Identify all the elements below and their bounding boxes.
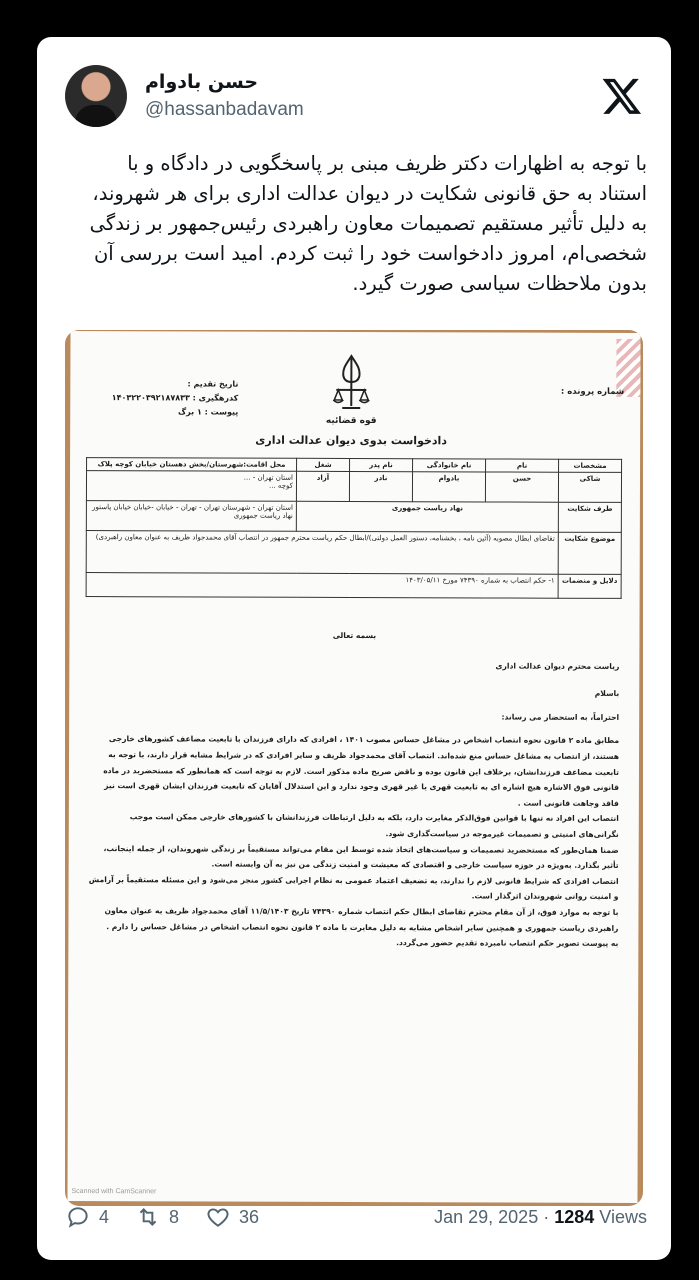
table-header: مشخصات [559, 459, 622, 472]
paragraph: مطابق ماده ۲ قانون نحوه انتصاب اشخاص در مشاغل حساس مصوب ۱۴۰۱ ، افرادی که دارای فرزندان با تابعیت مضاعف کشورهای خارجی هستند، از انتصاب به مشاغل حساس منع شده‌اند. انتصاب آقای محمدجواد ظریف و سایر افرادی که در شرایط مشابه قرار دارند، با توجه به تابعیت مضاعف فرزندانشان، برخلاف این قانون بوده و ناقض صریح ماده مذکور است. لازم به توجه است که همانطور که مستحضرید در ماده قانونی فوق الاشاره هیچ اشاره ای به تابعیت قهری یا غیر قهری وجود ندارد و این استدلال آقایان که تابعیت فرزندان ایشان قهری است نیز فاقد وجاهت قانونی است . [103, 734, 620, 808]
table-cell: آزاد [296, 471, 349, 501]
retweet-icon [135, 1204, 161, 1230]
table-header: شغل [297, 458, 350, 471]
defendant-name: نهاد ریاست جمهوری [296, 501, 558, 532]
table-header: نام [486, 459, 559, 472]
paragraph: با توجه به موارد فوق، از آن مقام محترم تقاضای ابطال حکم انتصاب شماره ۷۴۳۹۰ تاریخ ۱۱/۵/۱۴۰۳ آقای محمدجواد ظریف به عنوان معاون راهبردی ریاست جمهوری و همچنین سایر اشخاص مشابه به دلیل مغایرت با ماده ۲ قانون نحوه انتصاب اشخاص در مشاغل حساس را دارم . [104, 906, 619, 933]
table-header: نام پدر [350, 458, 413, 471]
reply-icon [65, 1204, 91, 1230]
scanner-watermark: Scanned with CamScanner [71, 1188, 157, 1196]
like-count: 36 [239, 1206, 260, 1227]
submit-date-label: تاریخ تقدیم : [187, 379, 239, 389]
subject-text: تقاضای ابطال مصوبه (آئین نامه ، بخشنامه، دستور العمل دولتی)/ابطال حکم ریاست محترم جمهور در انتصاب آقای محمدجواد ظریف به عنوان معاون راهبردی) [86, 531, 558, 575]
reply-count: 4 [99, 1206, 110, 1227]
views-label: Views [599, 1206, 647, 1227]
table-cell: حسن [485, 472, 558, 502]
evidence-text: ۱- حکم انتصاب به شماره ۷۴۳۹۰ مورخ ۱۴۰۳/۰۵/۱۱ [86, 573, 558, 599]
avatar[interactable] [65, 65, 127, 127]
salutation: ریاست محترم دیوان عدالت اداری [495, 661, 620, 671]
paragraph: به پیوست تصویر حکم انتصاب نامبرده تقدیم حضور می‌گردد. [396, 938, 619, 949]
x-logo-icon[interactable] [601, 75, 643, 117]
views-count: 1284 [554, 1206, 595, 1227]
reply-button[interactable] [65, 1204, 109, 1230]
heart-icon [205, 1204, 231, 1230]
greeting: باسلام [594, 689, 620, 699]
defendant-label: طرف شکایت [558, 502, 621, 532]
tweet-media-image[interactable] [65, 330, 643, 1206]
petition-body [88, 627, 619, 952]
evidence-label: دلایل و منضمات [558, 574, 621, 598]
separator-dot: · [543, 1206, 550, 1227]
table-cell: نادر [349, 471, 412, 501]
tweet-text: با توجه به اظهارات دکتر ظریف مبنی بر پاسخگویی در دادگاه و با استناد به حق قانونی شکایت در دیوان عدالت اداری برای هر شهروند، به دلیل تأثیر مستقیم تصمیمات معاون راهبردی رئیس‌جمهور بر زندگی شخصی‌ام، امروز دادخواست خود را ثبت کردم. امید است بررسی آن بدون ملاحظات سیاسی صورت گیرد. [89, 152, 647, 295]
like-button[interactable] [205, 1204, 259, 1230]
defendant-address: استان تهران - شهرستان تهران - تهران - خیابان -خیابان خیابان پاستور نهاد ریاست جمهوری [86, 501, 296, 532]
plaintiff-label: شاکی [558, 472, 621, 502]
tweet-timestamp[interactable] [434, 1207, 647, 1228]
retweet-count: 8 [169, 1206, 180, 1227]
petition-table [86, 457, 622, 599]
file-number-label: شماره پرونده : [560, 386, 625, 397]
submission-meta [88, 377, 238, 420]
tweet-actions [65, 1199, 647, 1235]
iran-emblem-icon [328, 352, 374, 412]
judiciary-heading: قوه قضائیه [325, 415, 377, 427]
table-header: محل اقامت:شهرستان/بخش دهستان خیابان کوچه پلاک [87, 458, 297, 472]
table-cell: استان تهران - ... کوچه ... [86, 471, 296, 502]
user-handle[interactable]: @hassanbadavam [145, 99, 304, 120]
respect-line: احتراماً، به استحضار می رساند: [501, 712, 620, 722]
attachment-count: پیوست : ۱ برگ [177, 407, 239, 417]
document-title: دادخواست بدوی دیوان عدالت اداری [255, 433, 448, 448]
tracking-code: کدرهگیری : ۱۴۰۳۲۲۰۳۹۲۱۸۷۸۳۳ [111, 393, 239, 403]
document-page [67, 331, 640, 1203]
paragraph: انتصاب افرادی که شرایط قانونی لازم را ندارند، به تضعیف اعتماد عمومی به نظام اجرایی کشور منجر می‌شود و این مسئله مستقیماً بر آرامش و امنیت روانی شهروندان اثرگذار است. [88, 874, 619, 902]
paragraph: انتصاب این افراد نه تنها با قوانین فوق‌الذکر مغایرت دارد، بلکه به دلیل ارتباطات فرزندانشان با کشورهای خارجی ممکن است موجب نگرانی‌های امنیتی و تصمیمات غیرموجه در سیاست‌گذاری شود. [129, 812, 619, 839]
display-name[interactable]: حسن بادوام [145, 71, 259, 93]
paragraph: ضمنا همان‌طور که مستحضرید تصمیمات و سیاست‌های اتخاذ شده توسط این مقام می‌تواند مستقیماً بر زندگی شهروندان، از جمله اینجانب، تأثیر بگذارد. بەویژه در حوزه سیاست خارجی و اقتصادی که معیشت و امنیت زندگی من نیز به آن وابسته است. [103, 843, 619, 871]
table-cell: بادوام [412, 472, 485, 502]
table-header: نام خانوادگی [413, 459, 486, 472]
tweet-card [37, 37, 671, 1260]
basmala: بسمه تعالی [332, 630, 377, 641]
subject-label: موضوع شکایت [558, 532, 621, 574]
retweet-button[interactable] [135, 1204, 179, 1230]
tweet-date: Jan 29, 2025 [434, 1206, 539, 1227]
